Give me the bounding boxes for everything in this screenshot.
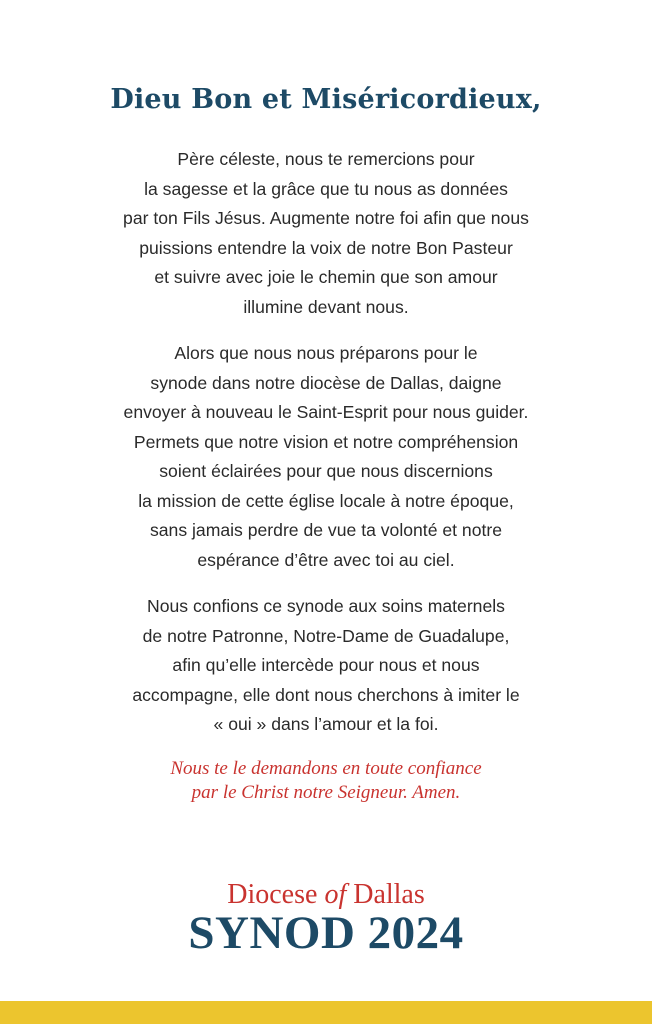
- prayer-title: Dieu Bon et Miséricordieux,: [110, 84, 542, 115]
- synod-logo: [0, 879, 652, 959]
- closing-line: par le Christ notre Seigneur. Amen.: [191, 782, 461, 803]
- prayer-line: par ton Fils Jésus. Augmente notre foi afin que nous: [123, 208, 529, 228]
- logo-synod-2024: SYNOD 2024: [188, 907, 464, 959]
- prayer-line: « oui » dans l’amour et la foi.: [213, 714, 439, 734]
- prayer-paragraph-3: [40, 592, 612, 740]
- prayer-line: Père céleste, nous te remercions pour: [177, 149, 475, 169]
- prayer-line: accompagne, elle dont nous cherchons à imiter le: [132, 684, 520, 705]
- logo-word-of: of: [324, 879, 347, 910]
- prayer-line: soient éclairées pour que nous discernions: [159, 461, 493, 481]
- prayer-line: Nous confions ce synode aux soins maternels: [147, 596, 505, 616]
- prayer-line: sans jamais perdre de vue ta volonté et notre: [149, 520, 503, 540]
- prayer-paragraph-1: [40, 145, 612, 322]
- prayer-line: et suivre avec joie le chemin que son amour: [154, 267, 498, 287]
- prayer-line: Permets que notre vision et notre compréhension: [133, 431, 519, 452]
- prayer-line: synode dans notre diocèse de Dallas, daigne: [150, 372, 502, 393]
- prayer-line: illumine devant nous.: [243, 296, 409, 317]
- logo-diocese-of-dallas: [0, 880, 652, 910]
- prayer-closing: [40, 757, 612, 805]
- prayer-line: la sagesse et la grâce que tu nous as données: [144, 178, 508, 199]
- prayer-line: espérance d’être avec toi au ciel.: [197, 549, 455, 570]
- prayer-paragraph-2: [40, 339, 612, 575]
- prayer-line: la mission de cette église locale à notre époque,: [138, 490, 514, 511]
- prayer-line: afin qu’elle intercède pour nous et nous: [172, 655, 480, 675]
- prayer-line: de notre Patronne, Notre-Dame de Guadalupe,: [142, 625, 510, 646]
- prayer-line: envoyer à nouveau le Saint-Esprit pour nous guider.: [123, 402, 529, 422]
- footer-color-bar: [0, 1001, 652, 1024]
- prayer-line: Alors que nous nous préparons pour le: [174, 343, 478, 363]
- logo-word-dallas: Dallas: [353, 879, 425, 910]
- prayer-line: puissions entendre la voix de notre Bon Pasteur: [139, 237, 513, 258]
- closing-line: Nous te le demandons en toute confiance: [170, 758, 482, 779]
- logo-word-diocese: Diocese: [227, 879, 318, 910]
